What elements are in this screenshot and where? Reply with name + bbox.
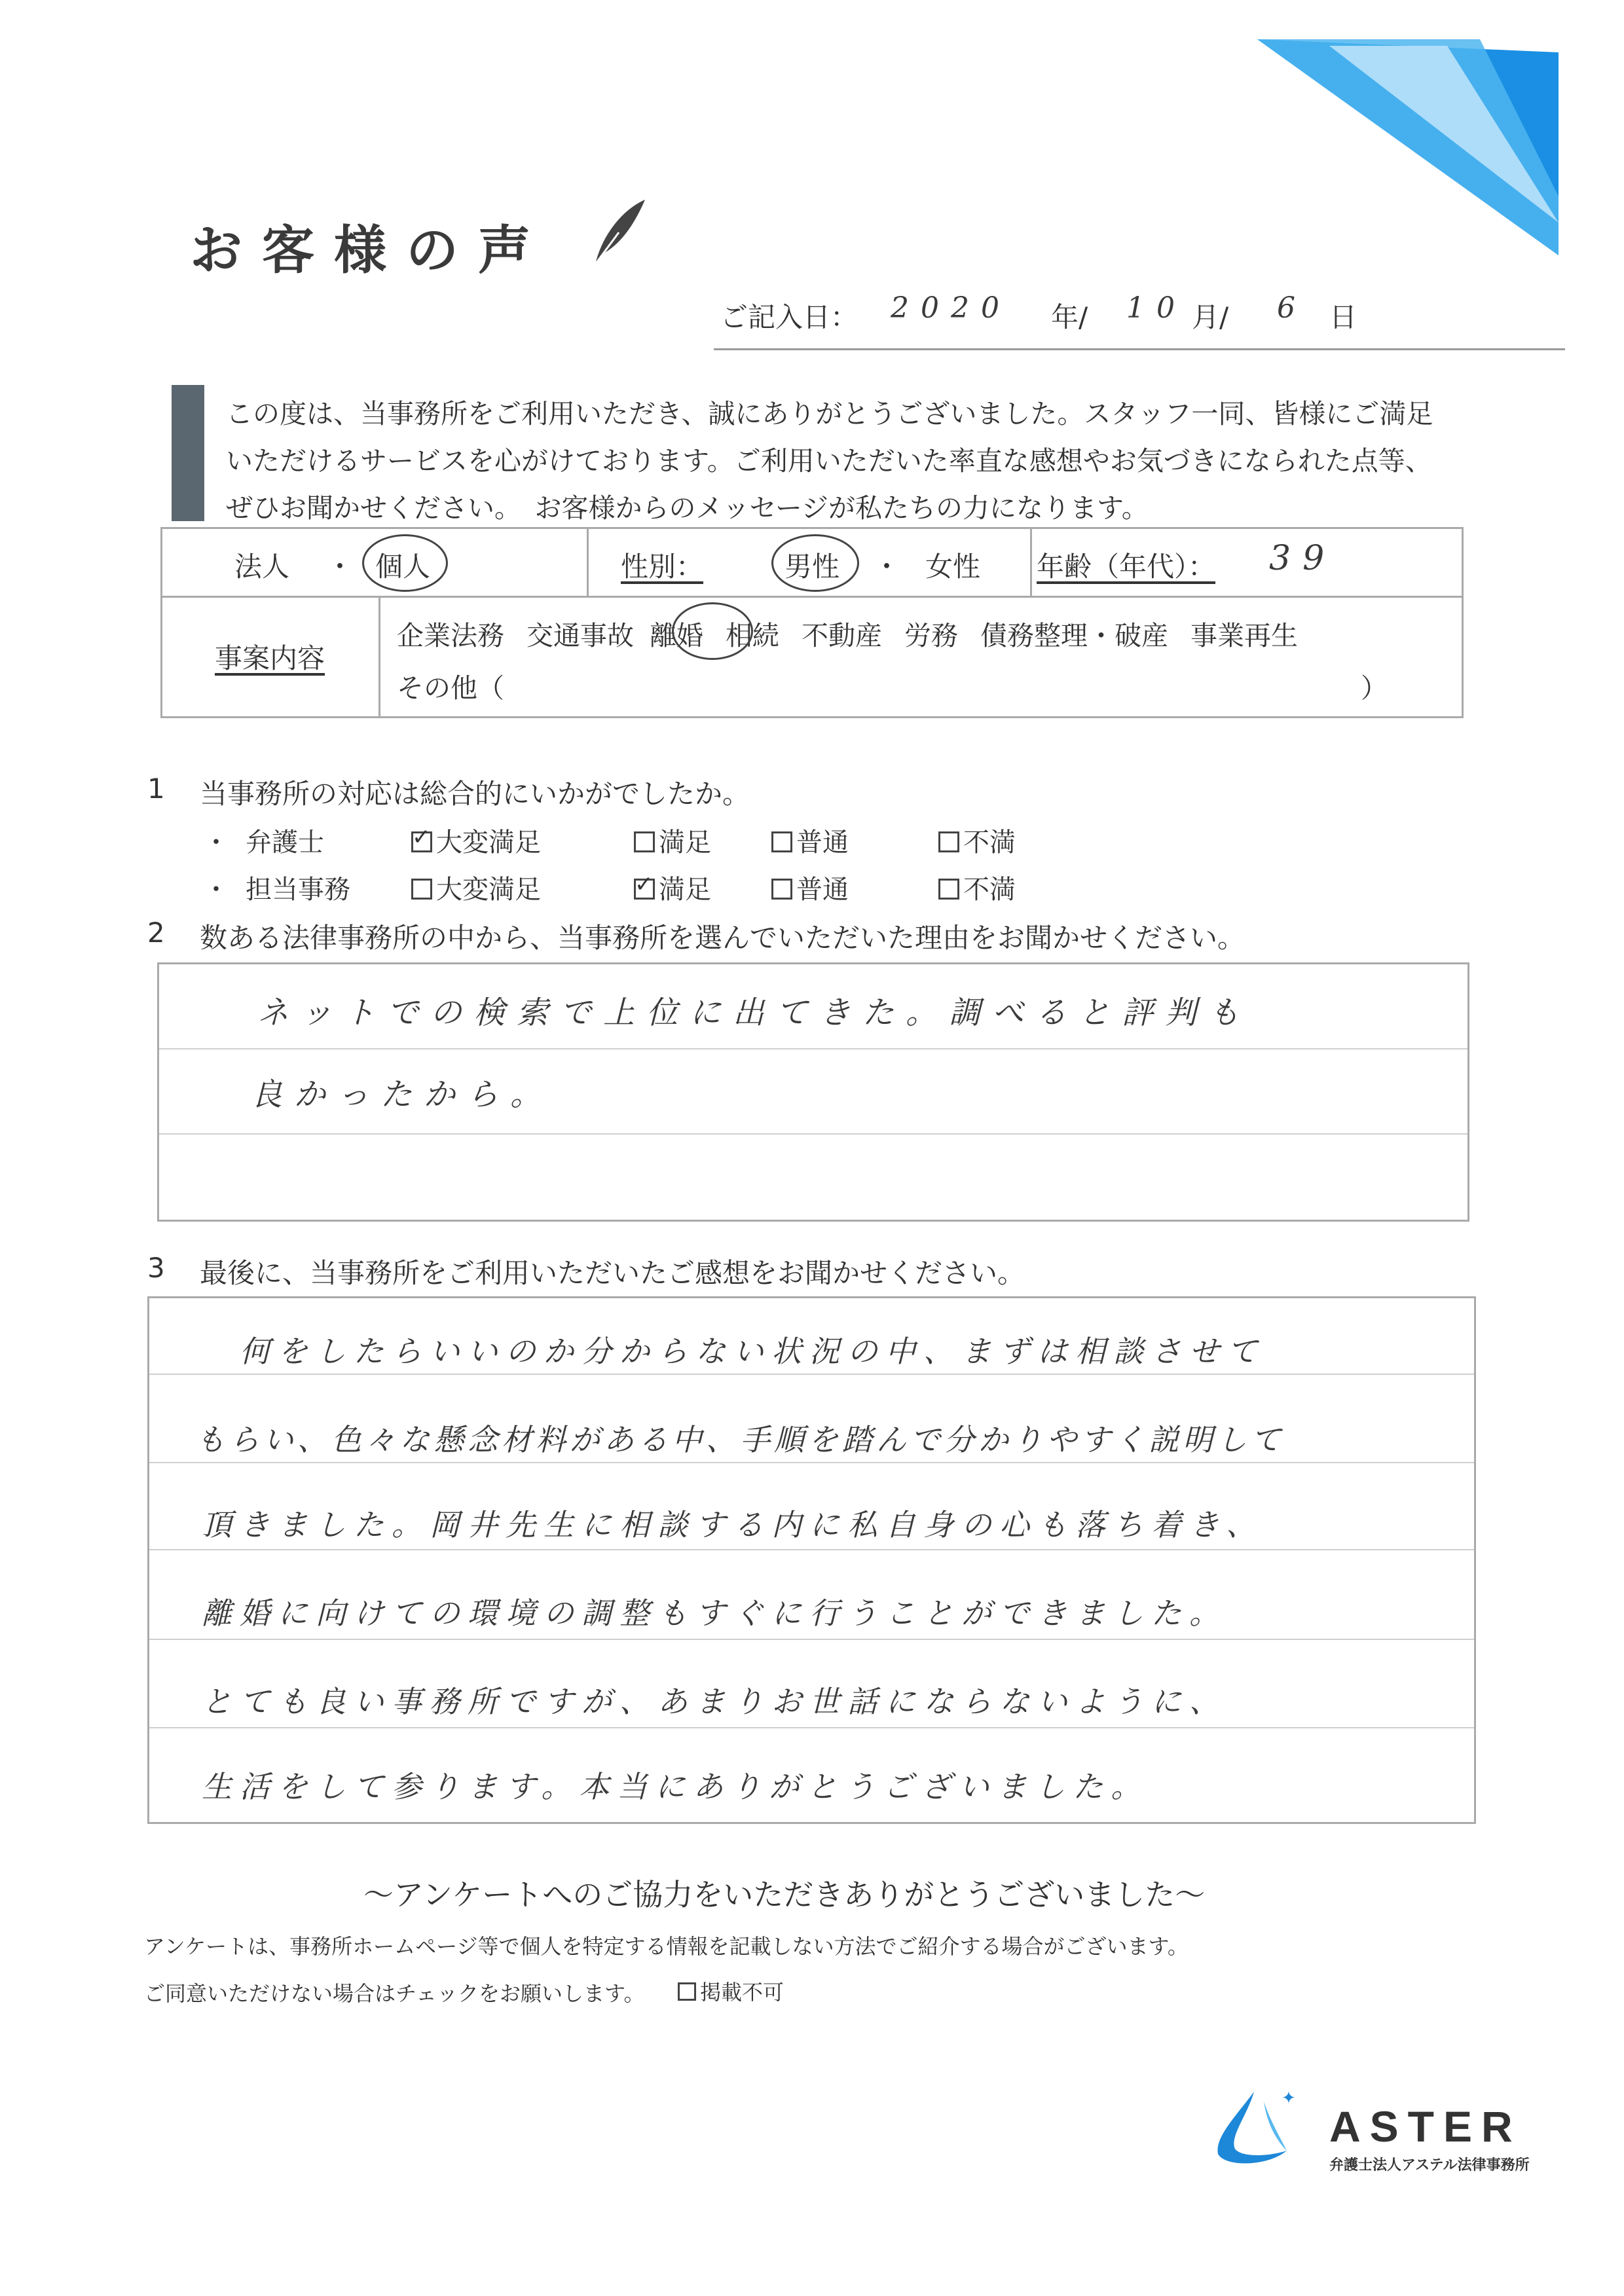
row-label: 弁護士 bbox=[246, 828, 324, 858]
date-day-unit: 日 bbox=[1329, 301, 1357, 333]
intro-line: この度は、当事務所をご利用いただき、誠にありがとうございました。スタッフ一同、皆様にご満足 bbox=[226, 398, 1433, 429]
case-option: 事業再生 bbox=[1190, 620, 1298, 651]
rating-option[interactable] bbox=[938, 869, 1016, 906]
q3-number: 3 bbox=[147, 1252, 165, 1284]
male-option: 男性 bbox=[784, 551, 840, 583]
female-option: 女性 bbox=[925, 551, 981, 583]
row-label: 担当事務 bbox=[246, 875, 350, 905]
info-table bbox=[160, 527, 1464, 718]
rating-option[interactable] bbox=[634, 869, 711, 906]
table-divider bbox=[378, 596, 380, 716]
corp-option: 法人 bbox=[234, 551, 290, 583]
q3-answer-line: 離婚に向けての環境の調整もすぐに行うことができました。 bbox=[202, 1595, 1227, 1631]
intro-line: いただけるサービスを心がけております。ご利用いただいた率直な感想やお気づきになられた点等、 bbox=[226, 445, 1432, 477]
q3-answer-line: 何をしたらいいのか分からない状況の中、まずは相談させて bbox=[202, 1334, 1265, 1369]
checkbox[interactable] bbox=[771, 831, 792, 852]
case-label: 事案内容 bbox=[215, 642, 325, 674]
q1-row-lawyer bbox=[203, 822, 1016, 859]
ruled-line bbox=[149, 1549, 1474, 1550]
option-label: 大変満足 bbox=[436, 828, 541, 858]
rating-option[interactable] bbox=[938, 822, 1016, 859]
svg-text:✦: ✦ bbox=[1282, 2088, 1296, 2108]
case-option: 交通事故 bbox=[526, 620, 634, 651]
rating-option[interactable] bbox=[411, 869, 541, 906]
no-publish-label: 掲載不可 bbox=[700, 1980, 784, 2005]
individual-option: 個人 bbox=[375, 551, 431, 583]
option-label: 普通 bbox=[796, 828, 849, 858]
selection-circle bbox=[362, 534, 448, 592]
date-month: 10 bbox=[1126, 291, 1187, 325]
q3-answer-box[interactable] bbox=[147, 1296, 1476, 1824]
intro-text bbox=[226, 390, 1503, 532]
checkbox[interactable] bbox=[411, 831, 432, 852]
gender-label: 性別： bbox=[621, 551, 704, 583]
other-close: ） bbox=[1361, 672, 1388, 704]
q2-answer-box[interactable] bbox=[157, 962, 1469, 1222]
option-label: 大変満足 bbox=[436, 875, 541, 905]
rating-option[interactable] bbox=[771, 869, 849, 906]
separator-dot: ・ bbox=[326, 551, 354, 583]
intro-line: ぜひお聞かせください。 お客様からのメッセージが私たちの力になります。 bbox=[226, 492, 1149, 524]
q1-number: 1 bbox=[147, 773, 165, 805]
ruled-line bbox=[159, 1133, 1467, 1135]
case-option: 不動産 bbox=[802, 620, 882, 651]
rating-option[interactable] bbox=[634, 822, 711, 859]
option-label: 満足 bbox=[659, 875, 711, 905]
selection-circle bbox=[771, 534, 859, 592]
ruled-line bbox=[149, 1462, 1474, 1463]
q1-row-staff bbox=[203, 869, 1016, 906]
checkbox[interactable] bbox=[678, 1982, 696, 2001]
rating-option[interactable] bbox=[411, 822, 541, 859]
q3-answer-line: もらい、色々な懸念材料がある中、手順を踏んで分かりやすく説明して bbox=[195, 1422, 1285, 1457]
table-divider bbox=[1030, 529, 1032, 596]
logo-wordmark: ASTER bbox=[1329, 2102, 1522, 2151]
other-open: その他（ bbox=[397, 672, 504, 704]
q1-question: 当事務所の対応は総合的にいかがでしたか。 bbox=[200, 778, 750, 810]
date-month-unit: 月/ bbox=[1192, 301, 1229, 333]
case-option: 相続 bbox=[726, 620, 779, 651]
checkbox[interactable] bbox=[938, 879, 959, 900]
checkbox[interactable] bbox=[634, 831, 655, 852]
thanks-message: ～アンケートへのご協力をいただきありがとうございました～ bbox=[363, 1877, 1206, 1912]
no-publish-option[interactable] bbox=[678, 1976, 784, 2006]
aster-logo-icon bbox=[1208, 2085, 1300, 2170]
logo-subtitle: 弁護士法人アステル法律事務所 bbox=[1329, 2157, 1530, 2174]
ruled-line bbox=[149, 1639, 1474, 1640]
q3-answer-line: とても良い事務所ですが、あまりお世話にならないように、 bbox=[202, 1684, 1227, 1719]
date-label: ご記入日： bbox=[720, 301, 858, 333]
ruled-line bbox=[149, 1374, 1474, 1375]
q2-number: 2 bbox=[147, 917, 165, 949]
option-label: 普通 bbox=[796, 875, 849, 905]
q3-answer-line: 生活をして参ります。本当にありがとうございました。 bbox=[202, 1769, 1149, 1804]
option-label: 満足 bbox=[659, 828, 711, 858]
checkbox[interactable] bbox=[634, 879, 655, 900]
bullet: ・ bbox=[203, 828, 229, 858]
corner-decoration bbox=[1231, 39, 1572, 262]
date-underline bbox=[714, 348, 1565, 350]
case-list bbox=[397, 614, 1298, 653]
checkbox[interactable] bbox=[411, 879, 432, 900]
q3-answer-line: 頂きました。岡井先生に相談する内に私自身の心も落ち着き、 bbox=[202, 1507, 1264, 1542]
q2-answer-line: ネットでの検索で上位に出てきた。調べると評判も bbox=[257, 994, 1252, 1031]
bullet: ・ bbox=[203, 875, 229, 905]
age-value: 39 bbox=[1269, 539, 1337, 578]
q2-question: 数ある法律事務所の中から、当事務所を選んでいただいた理由をお聞かせください。 bbox=[200, 922, 1246, 954]
case-option: 企業法務 bbox=[397, 620, 504, 651]
checkbox[interactable] bbox=[771, 879, 792, 900]
rating-option[interactable] bbox=[771, 822, 849, 859]
q3-question: 最後に、当事務所をご利用いただいたご感想をお聞かせください。 bbox=[200, 1257, 1025, 1289]
consent-note: ご同意いただけない場合はチェックをお願いします。 bbox=[144, 1981, 645, 2006]
date-year: 2020 bbox=[891, 291, 1011, 325]
checkbox[interactable] bbox=[938, 831, 959, 852]
publication-note: アンケートは、事務所ホームページ等で個人を特定する情報を記載しない方法でご紹介する場合がございます。 bbox=[144, 1934, 1189, 1959]
feather-icon bbox=[589, 196, 648, 268]
case-option: 債務整理・破産 bbox=[980, 620, 1168, 651]
age-label: 年齢（年代）： bbox=[1037, 551, 1216, 583]
case-option: 労務 bbox=[904, 620, 958, 651]
case-option: 離婚 bbox=[650, 620, 703, 651]
page-title: お客様の声 bbox=[190, 220, 550, 281]
table-divider bbox=[162, 596, 1462, 598]
selection-circle bbox=[672, 602, 753, 660]
option-label: 不満 bbox=[963, 828, 1016, 858]
table-divider bbox=[587, 529, 589, 596]
ruled-line bbox=[149, 1727, 1474, 1728]
date-year-unit: 年/ bbox=[1051, 301, 1088, 333]
option-label: 不満 bbox=[963, 875, 1016, 905]
intro-accent-bar bbox=[172, 385, 204, 521]
separator-dot: ・ bbox=[873, 551, 901, 583]
ruled-line bbox=[159, 1048, 1467, 1049]
date-day: 6 bbox=[1277, 291, 1307, 325]
q2-answer-line: 良かったから。 bbox=[251, 1076, 554, 1113]
